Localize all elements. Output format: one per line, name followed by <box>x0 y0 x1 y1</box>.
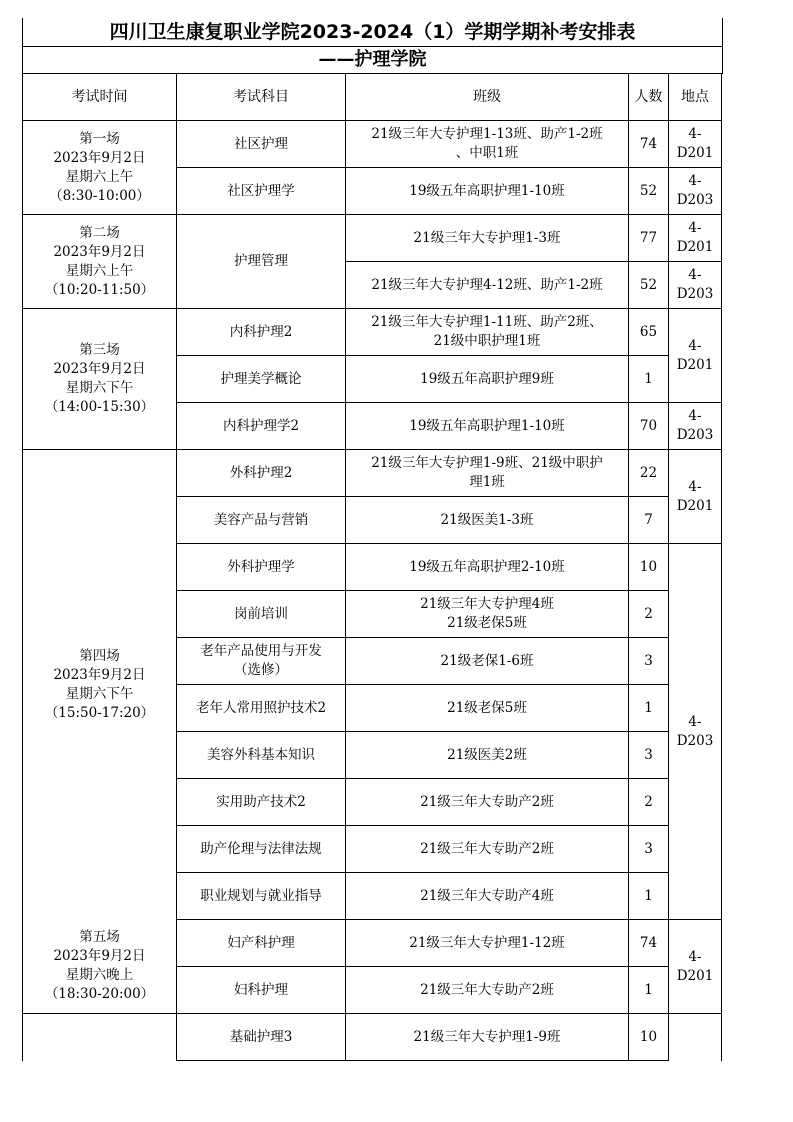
subject-cell: 基础护理3 <box>177 1014 346 1061</box>
subject-cell: 社区护理学 <box>177 168 346 215</box>
session-5-cell: 第五场 2023年9月2日 星期六晚上 （18:30-20:00） <box>23 920 177 1014</box>
class-cell: 21级医美1-3班 <box>346 497 629 544</box>
place-cell: 4-D201 <box>669 121 722 168</box>
session-3-cell: 第三场 2023年9月2日 星期六下午 （14:00-15:30） <box>23 309 177 450</box>
class-cell: 21级三年大专护理4-12班、助产1-2班 <box>346 262 629 309</box>
table-row <box>23 309 722 356</box>
subject-cell: 老年产品使用与开发 （选修） <box>177 638 346 685</box>
subject-cell: 护理管理 <box>177 215 346 309</box>
subject-cell: 外科护理2 <box>177 450 346 497</box>
class-cell: 21级三年大专护理1-12班 <box>346 920 629 967</box>
class-cell: 21级老保1-6班 <box>346 638 629 685</box>
count-cell: 3 <box>629 732 669 779</box>
place-cell: 4-D201 <box>669 215 722 262</box>
count-cell: 1 <box>629 873 669 920</box>
class-cell: 21级三年大专助产2班 <box>346 826 629 873</box>
table-header-row <box>23 74 722 121</box>
session-2-cell: 第二场 2023年9月2日 星期六上午 （10:20-11:50） <box>23 215 177 309</box>
count-cell: 10 <box>629 544 669 591</box>
class-cell: 19级五年高职护理1-10班 <box>346 168 629 215</box>
class-cell: 19级五年高职护理2-10班 <box>346 544 629 591</box>
subject-cell: 内科护理2 <box>177 309 346 356</box>
place-cell: 4-D201 <box>669 450 722 544</box>
class-cell: 21级医美2班 <box>346 732 629 779</box>
session-6-cell <box>23 1014 177 1061</box>
place-cell: 4-D201 <box>669 309 722 403</box>
count-cell: 52 <box>629 262 669 309</box>
class-cell: 21级三年大专护理1-9班、21级中职护 理1班 <box>346 450 629 497</box>
table-row <box>23 920 722 967</box>
table-row <box>23 450 722 497</box>
class-cell: 21级三年大专护理1-13班、助产1-2班 、中职1班 <box>346 121 629 168</box>
count-cell: 1 <box>629 685 669 732</box>
place-cell <box>669 1014 722 1061</box>
count-cell: 65 <box>629 309 669 356</box>
place-cell: 4-D203 <box>669 168 722 215</box>
subject-cell: 岗前培训 <box>177 591 346 638</box>
header-class: 班级 <box>346 74 629 121</box>
table-row <box>23 1014 722 1061</box>
count-cell: 74 <box>629 920 669 967</box>
table-row <box>23 121 722 168</box>
class-cell: 19级五年高职护理9班 <box>346 356 629 403</box>
place-cell: 4-D203 <box>669 403 722 450</box>
place-cell: 4-D203 <box>669 544 722 920</box>
subject-cell: 职业规划与就业指导 <box>177 873 346 920</box>
class-cell: 21级三年大专护理1-11班、助产2班、 21级中职护理1班 <box>346 309 629 356</box>
count-cell: 3 <box>629 638 669 685</box>
count-cell: 1 <box>629 356 669 403</box>
page-subtitle: ——护理学院 <box>22 47 723 74</box>
count-cell: 2 <box>629 591 669 638</box>
place-cell: 4-D201 <box>669 920 722 1014</box>
session-1-cell: 第一场 2023年9月2日 星期六上午 （8:30-10:00） <box>23 121 177 215</box>
exam-schedule-table <box>22 73 722 1061</box>
subject-cell: 美容外科基本知识 <box>177 732 346 779</box>
class-cell: 21级三年大专护理4班 21级老保5班 <box>346 591 629 638</box>
session-4-cell: 第四场 2023年9月2日 星期六下午 （15:50-17:20） <box>23 450 177 920</box>
table-row <box>23 215 722 262</box>
subject-cell: 妇产科护理 <box>177 920 346 967</box>
count-cell: 3 <box>629 826 669 873</box>
place-cell: 4-D203 <box>669 262 722 309</box>
count-cell: 2 <box>629 779 669 826</box>
subject-cell: 美容产品与营销 <box>177 497 346 544</box>
header-place: 地点 <box>669 74 722 121</box>
header-time: 考试时间 <box>23 74 177 121</box>
count-cell: 77 <box>629 215 669 262</box>
count-cell: 7 <box>629 497 669 544</box>
count-cell: 74 <box>629 121 669 168</box>
page-title: 四川卫生康复职业学院2023-2024（1）学期学期补考安排表 <box>22 18 723 47</box>
header-subject: 考试科目 <box>177 74 346 121</box>
header-count: 人数 <box>629 74 669 121</box>
class-cell: 19级五年高职护理1-10班 <box>346 403 629 450</box>
class-cell: 21级三年大专助产2班 <box>346 779 629 826</box>
count-cell: 1 <box>629 967 669 1014</box>
subject-cell: 内科护理学2 <box>177 403 346 450</box>
class-cell: 21级三年大专护理1-9班 <box>346 1014 629 1061</box>
class-cell: 21级老保5班 <box>346 685 629 732</box>
subject-cell: 助产伦理与法律法规 <box>177 826 346 873</box>
class-cell: 21级三年大专助产4班 <box>346 873 629 920</box>
count-cell: 52 <box>629 168 669 215</box>
count-cell: 70 <box>629 403 669 450</box>
subject-cell: 社区护理 <box>177 121 346 168</box>
class-cell: 21级三年大专护理1-3班 <box>346 215 629 262</box>
subject-cell: 老年人常用照护技术2 <box>177 685 346 732</box>
count-cell: 22 <box>629 450 669 497</box>
subject-cell: 护理美学概论 <box>177 356 346 403</box>
count-cell: 10 <box>629 1014 669 1061</box>
subject-cell: 外科护理学 <box>177 544 346 591</box>
subject-cell: 妇科护理 <box>177 967 346 1014</box>
class-cell: 21级三年大专助产2班 <box>346 967 629 1014</box>
subject-cell: 实用助产技术2 <box>177 779 346 826</box>
